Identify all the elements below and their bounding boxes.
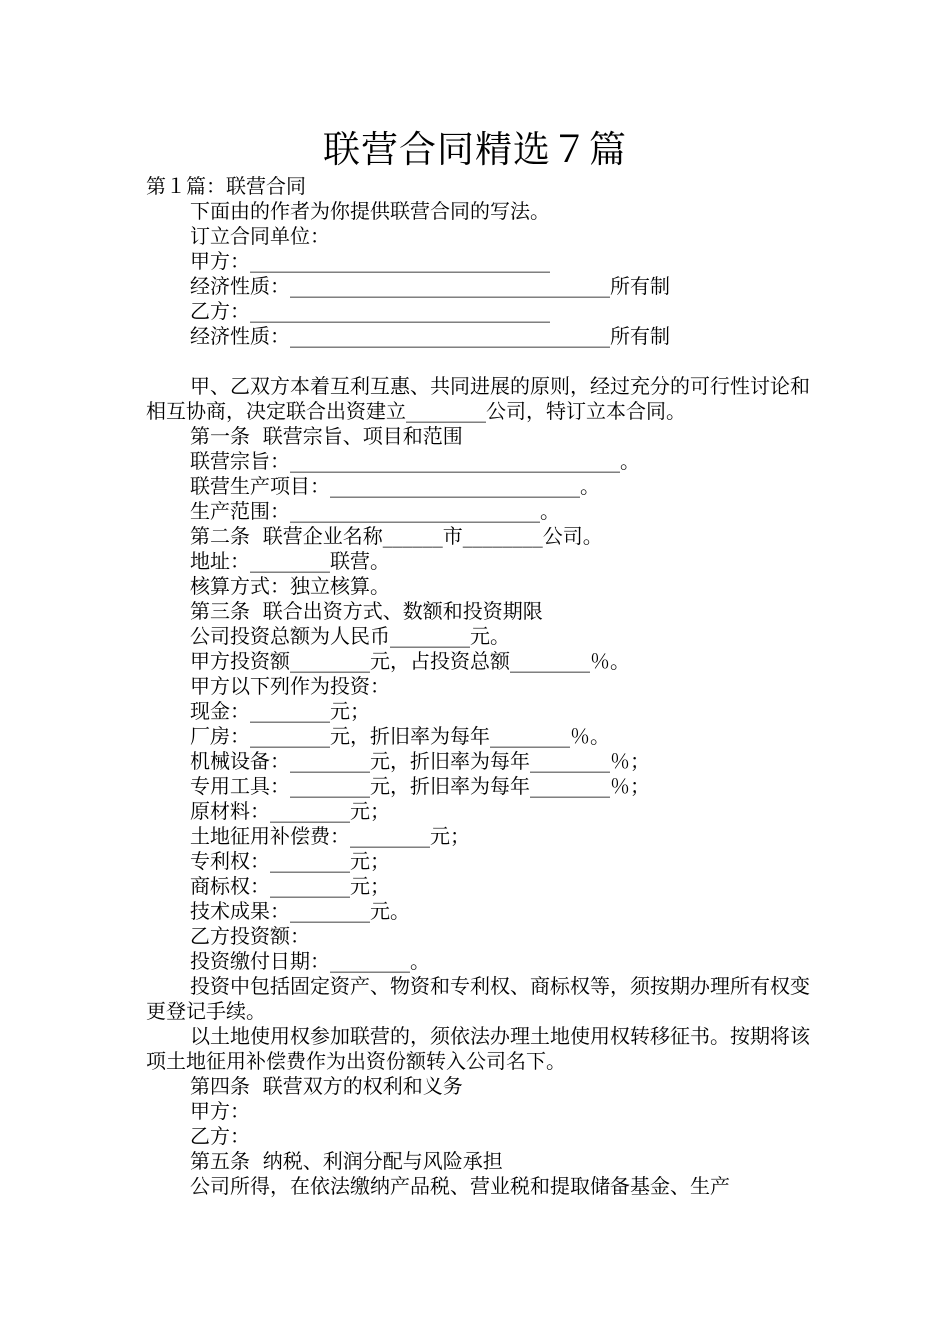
document-title: 联营合同精选７篇 bbox=[323, 128, 627, 171]
nature-b-line: 经济性质：________________________________所有制 bbox=[190, 324, 670, 348]
article-4-party-b: 乙方： bbox=[190, 1124, 250, 1148]
article-3-land: 土地征用补偿费：________元； bbox=[190, 824, 470, 848]
article-3-a-items: 甲方以下列作为投资： bbox=[190, 674, 390, 698]
article-4-party-a: 甲方： bbox=[190, 1099, 250, 1123]
article-5-title: 第五条 纳税、利润分配与风险承担 bbox=[190, 1149, 503, 1173]
article-3-trademark: 商标权：________元； bbox=[190, 874, 390, 898]
article-2-address: 地址：________联营。 bbox=[190, 549, 390, 573]
article-3-machinery: 机械设备：________元，折旧率为每年________％； bbox=[190, 749, 650, 773]
article-3-b-amount: 乙方投资额： bbox=[190, 924, 310, 948]
article-1-purpose: 联营宗旨：_________________________________。 bbox=[190, 449, 640, 473]
blank-line bbox=[146, 349, 810, 374]
article-2-title: 第二条 联营企业名称______市________公司。 bbox=[190, 524, 603, 548]
article-5-paragraph: 公司所得，在依法缴纳产品税、营业税和提取储备基金、生产 bbox=[190, 1174, 730, 1198]
article-3-tools: 专用工具：________元，折旧率为每年________％； bbox=[190, 774, 650, 798]
article-4-title: 第四条 联营双方的权利和义务 bbox=[190, 1074, 463, 1098]
preamble-paragraph: 甲、乙双方本着互利互惠、共同进展的原则，经过充分的可行性讨论和相互协商，决定联合出资建立________公司，特订立本合同。 bbox=[146, 374, 810, 423]
article-1-project: 联营生产项目：_________________________。 bbox=[190, 474, 600, 498]
party-b-line: 乙方：______________________________ bbox=[190, 299, 550, 323]
article-1-scope: 生产范围：_________________________。 bbox=[190, 499, 560, 523]
article-3-materials: 原材料：________元； bbox=[190, 799, 390, 823]
party-a-line: 甲方：______________________________ bbox=[190, 249, 550, 273]
nature-a-line: 经济性质：________________________________所有制 bbox=[190, 274, 670, 298]
units-label: 订立合同单位： bbox=[190, 224, 330, 248]
article-1-title: 第一条 联营宗旨、项目和范围 bbox=[190, 424, 463, 448]
article-3-paragraph-2: 以土地使用权参加联营的，须依法办理土地使用权转移征书。按期将该项土地征用补偿费作为出资份额转入公司名下。 bbox=[146, 1024, 810, 1073]
document-body bbox=[146, 174, 810, 1199]
intro-text: 下面由的作者为你提供联营合同的写法。 bbox=[190, 199, 550, 223]
part-heading: 第１篇：联营合同 bbox=[146, 174, 306, 198]
article-3-tech: 技术成果：________元。 bbox=[190, 899, 410, 923]
article-2-accounting: 核算方式：独立核算。 bbox=[190, 574, 390, 598]
article-3-plant: 厂房：________元，折旧率为每年________％。 bbox=[190, 724, 610, 748]
article-3-total: 公司投资总额为人民币________元。 bbox=[190, 624, 510, 648]
article-3-payment-date: 投资缴付日期：________。 bbox=[190, 949, 430, 973]
article-3-a-amount: 甲方投资额________元，占投资总额________％。 bbox=[190, 649, 630, 673]
article-3-patent: 专利权：________元； bbox=[190, 849, 390, 873]
article-3-paragraph-1: 投资中包括固定资产、物资和专利权、商标权等，须按期办理所有权变更登记手续。 bbox=[146, 974, 810, 1023]
article-3-cash: 现金：________元； bbox=[190, 699, 370, 723]
article-3-title: 第三条 联合出资方式、数额和投资期限 bbox=[190, 599, 543, 623]
